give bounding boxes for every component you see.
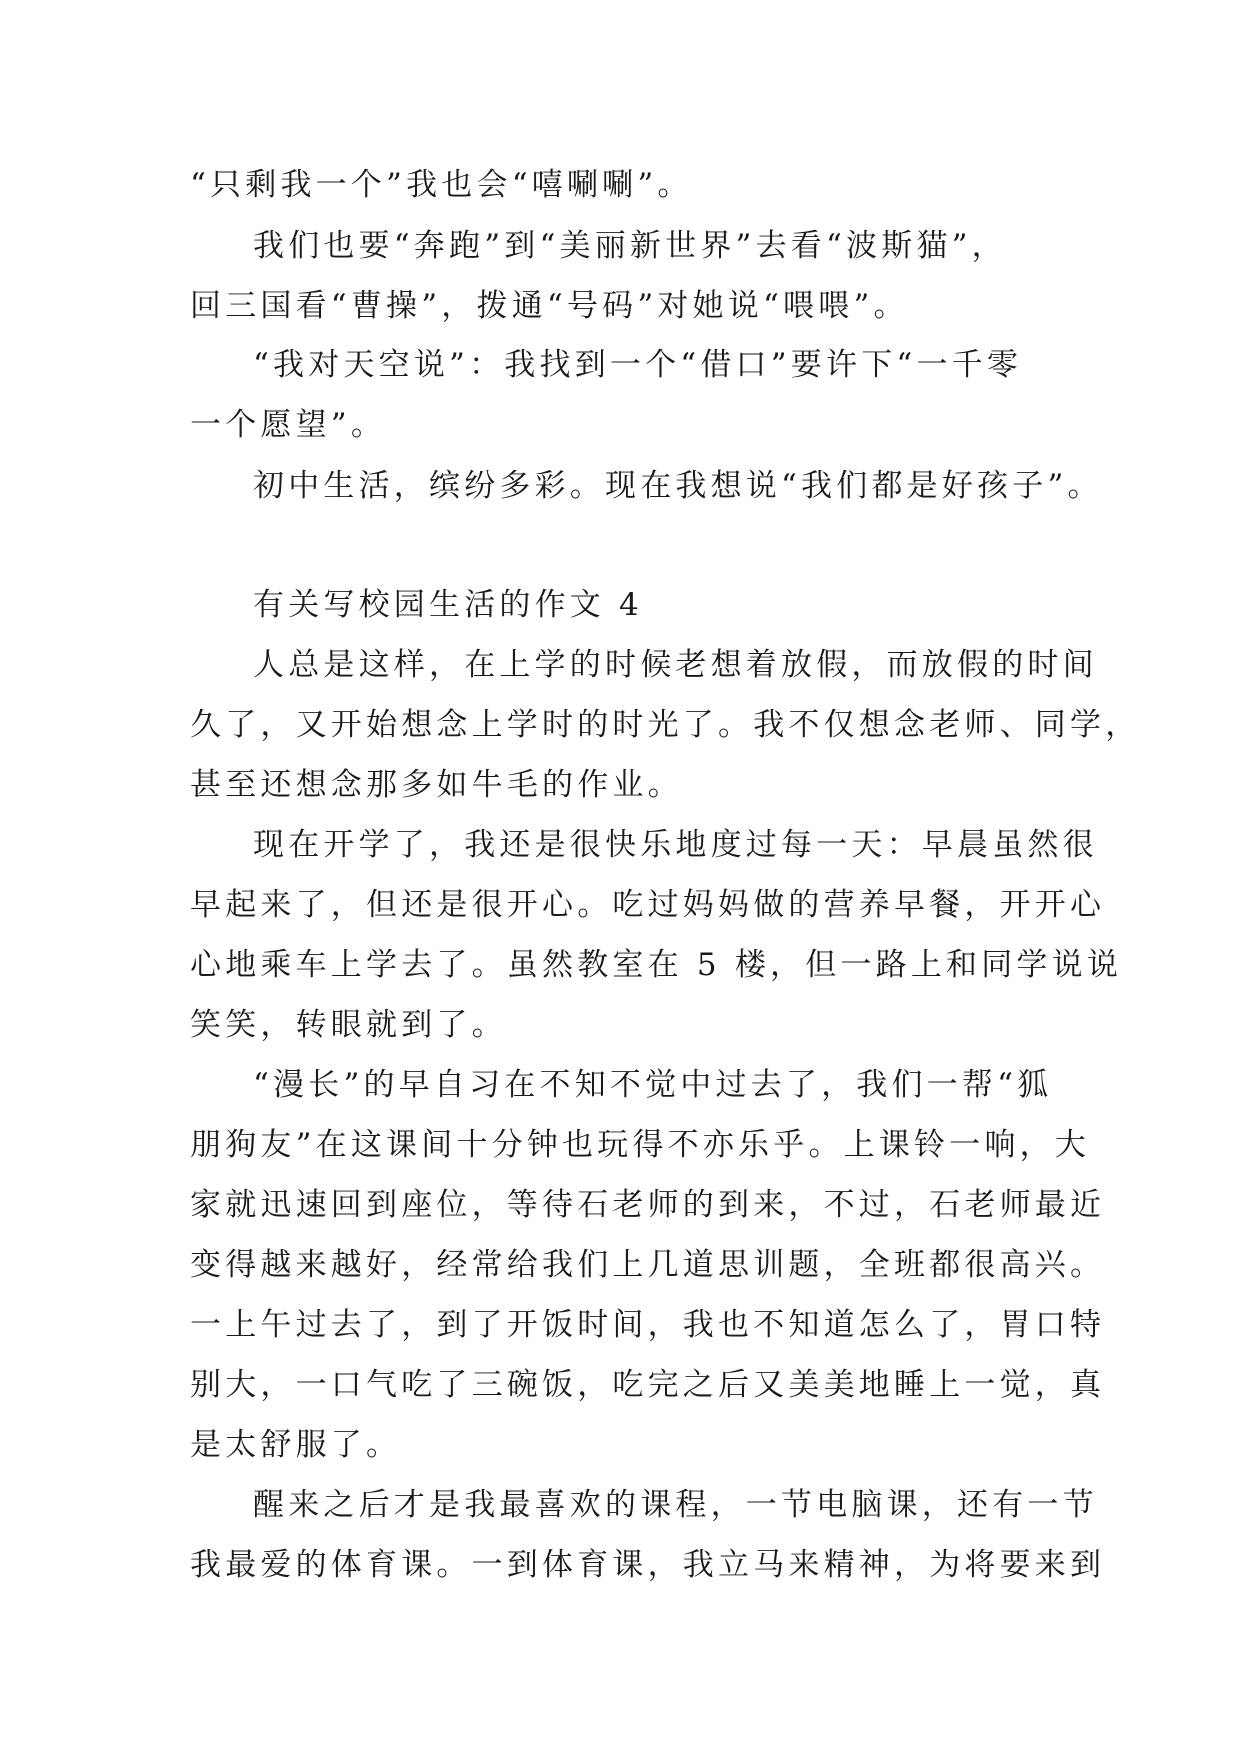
paragraph-start: 醒来之后才是我最喜欢的课程，一节电脑课，还有一节 — [253, 1487, 1098, 1523]
text-line: 别大，一口气吃了三碗饭，吃完之后又美美地睡上一觉，真 — [190, 1367, 1106, 1403]
text-line: 是太舒服了。 — [190, 1427, 402, 1463]
paragraph-start: 初中生活，缤纷多彩。现在我想说“我们都是好孩子”。 — [253, 468, 1103, 504]
text-line: 早起来了，但还是很开心。吃过妈妈做的营养早餐，开开心 — [190, 887, 1106, 923]
paragraph-start: 我们也要“奔跑”到“美丽新世界”去看“波斯猫”， — [253, 228, 1007, 264]
text-line: 朋狗友”在这课间十分钟也玩得不亦乐乎。上课铃一响，大 — [190, 1127, 1091, 1163]
text-line: 心地乘车上学去了。虽然教室在 5 楼，但一路上和同学说说 — [190, 947, 1123, 983]
text-line: 变得越来越好，经常给我们上几道思训题，全班都很高兴。 — [190, 1247, 1106, 1283]
section-title: 有关写校园生活的作文 4 — [253, 587, 643, 623]
text-line: 笑笑，转眼就到了。 — [190, 1007, 507, 1043]
text-line: 一个愿望”。 — [190, 407, 387, 443]
text-line: 久了，又开始想念上学时的时光了。我不仅想念老师、同学， — [190, 707, 1141, 743]
text-line: “只剩我一个”我也会“嘻唰唰”。 — [190, 167, 693, 203]
text-line: 一上午过去了，到了开饭时间，我也不知道怎么了，胃口特 — [190, 1307, 1106, 1343]
paragraph-start: “漫长”的早自习在不知不觉中过去了，我们一帮“狐 — [253, 1067, 1053, 1103]
paragraph-start: 现在开学了，我还是很快乐地度过每一天：早晨虽然很 — [253, 827, 1098, 863]
text-line: 我最爱的体育课。一到体育课，我立马来精神，为将要来到 — [190, 1547, 1106, 1583]
text-line: 甚至还想念那多如牛毛的作业。 — [190, 767, 683, 803]
paragraph-start: 人总是这样，在上学的时候老想着放假，而放假的时间 — [253, 647, 1098, 683]
text-line: 家就迅速回到座位，等待石老师的到来，不过，石老师最近 — [190, 1187, 1106, 1223]
paragraph-start: “我对天空说”：我找到一个“借口”要许下“一千零 — [253, 347, 1023, 383]
text-line: 回三国看“曹操”，拨通“号码”对她说“喂喂”。 — [190, 288, 909, 324]
